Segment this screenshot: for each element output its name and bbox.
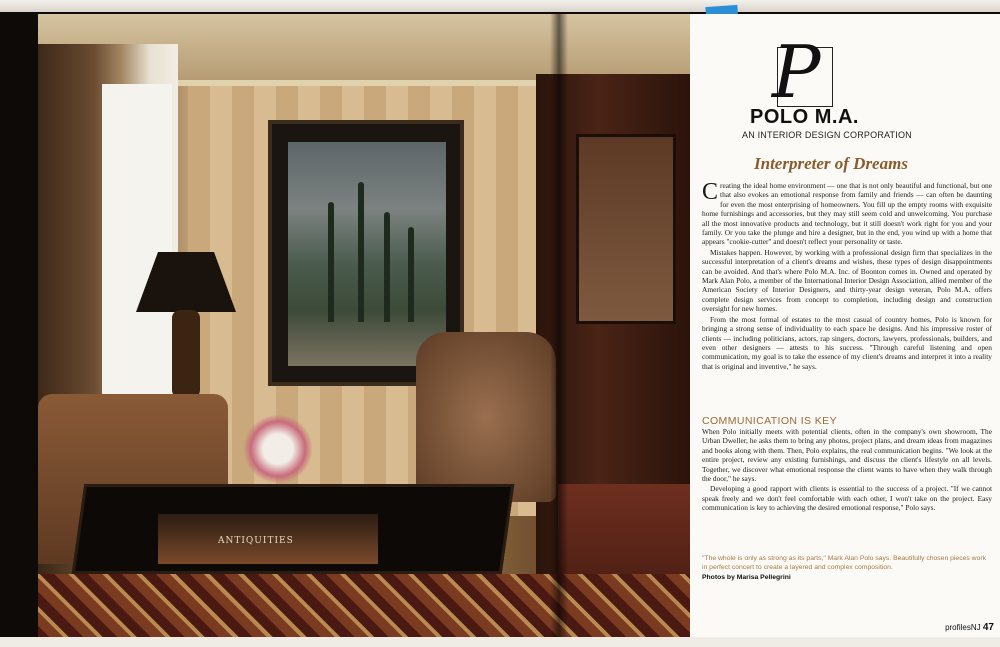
page-number: 47 xyxy=(982,622,994,633)
page-gutter xyxy=(550,14,568,640)
oriental-rug xyxy=(38,574,690,640)
book-spine-text: ANTIQUITIES xyxy=(218,536,294,546)
table-lamp-base xyxy=(172,310,200,398)
brand-name: POLO M.A. xyxy=(750,106,859,128)
cabinet-glass-door xyxy=(576,134,676,324)
page-folio xyxy=(934,622,994,633)
window xyxy=(102,84,172,394)
paragraph: Mistakes happen. However, by working with a professional design firm that specializes in the successful interpretation of a client's dreams and wishes, these types of design disappointments can be avoided. And that's where Polo M.A. Inc. of Boonton comes in. Owned and operated by Mark Alan Polo, a member of the International Interior Design Association, allied member of the American Society of Interior Designers, and thirty-year design veteran, Polo M.A. offers complete design services from concept to completion, including design and construction oversight for new homes. xyxy=(702,247,992,314)
logo-p-icon: P xyxy=(772,30,821,114)
flower-arrangement xyxy=(243,414,313,484)
article-body-continued xyxy=(702,427,992,514)
brand-tagline: AN INTERIOR DESIGN CORPORATION xyxy=(742,130,912,140)
paragraph: Creating the ideal home environment — one that is not only beautiful and functional, but one that also evokes an emotional response from family and friends — can often be daunting for even the most enterprising of homeowners. You fill up the empty rooms with exquisite home furnishings and accessories, but they may still seem cold and unwelcoming. You purchase all the most innovative products and technology, but it still doesn't work right for you and your family. Or you take the plunge and hire a designer, but in the end, you wind up with a home that appears "cookie-cutter" and doesn't reflect your personality or taste. xyxy=(702,179,992,247)
coffee-table-books xyxy=(158,514,378,564)
magazine-name: profilesNJ xyxy=(945,623,981,632)
interior-photo xyxy=(38,14,690,640)
paragraph: Developing a good rapport with clients is essential to the success of a project. "If we cannot speak freely and we don't feel comfortable with each other, I won't take on the project. Easy communication is key to achieving the desired emotional response," Polo says. xyxy=(702,484,992,513)
page-top-edge xyxy=(0,0,1000,12)
landscape-painting xyxy=(288,142,446,366)
paragraph: When Polo initially meets with potential clients, often in the company's own showroom, The Urban Dweller, he asks them to bring any photos, project plans, and dream ideas from magazines and books along with them. Then, Polo explains, the real communication begins. "We look at the entire project, review any existing furnishings, and discuss the client's lifestyle on all levels. Together, we discover what emotional response the client wants to have when they walk through the door," he says. xyxy=(702,427,992,484)
tufted-armchair xyxy=(416,332,556,502)
photo-caption: "The whole is only as strong as its parts," Mark Alan Polo says. Beautifully chosen pieces work in perfect concert to create a layered and complex composition. xyxy=(702,555,987,571)
photo-credit: Photos by Marisa Pellegrini xyxy=(702,574,791,581)
drop-cap: C xyxy=(702,179,719,205)
article-title: Interpreter of Dreams xyxy=(754,154,908,173)
section-heading: COMMUNICATION IS KEY xyxy=(702,415,837,427)
article-page xyxy=(690,14,1000,640)
page-bottom-edge xyxy=(0,637,1000,647)
paragraph: From the most formal of estates to the most casual of country homes, Polo is known for bringing a strong sense of individuality to each space he designs. And his impressive roster of clients — including politicians, actors, rap singers, doctors, lawyers, professionals, builders, and even other designers — attests to his success. "Through careful listening and open communication, my goal is to take the essence of my client's dreams and interpret it into a reality that is original and inventive," he says. xyxy=(702,314,992,371)
article-body xyxy=(702,181,992,372)
